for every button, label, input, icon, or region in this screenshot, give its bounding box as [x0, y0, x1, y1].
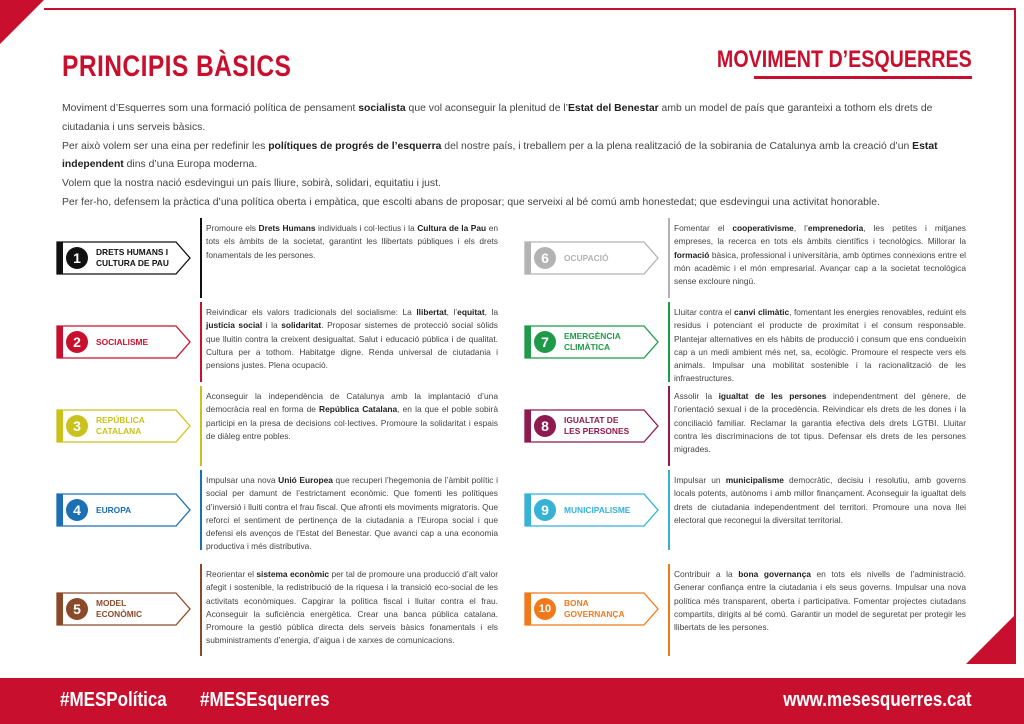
principle-badge: [524, 325, 660, 359]
footer-bar: [0, 678, 1024, 724]
principle-description: [674, 222, 966, 288]
text-run: que vol aconseguir la plenitud de l’: [405, 103, 568, 114]
emphasis-text: sistema econòmic: [256, 569, 330, 579]
emphasis-text: Estat independent: [62, 140, 938, 171]
page-title: PRINCIPIS BÀSICS: [62, 50, 292, 83]
intro-paragraph: [62, 100, 972, 138]
principle-label-line: BONA: [564, 598, 589, 608]
emphasis-text: llibertat: [416, 307, 447, 317]
principle-description: [206, 568, 498, 648]
principle-accent-bar: [200, 386, 202, 466]
principle-accent-bar: [668, 470, 670, 550]
principle-label: [564, 241, 648, 275]
text-run: i la: [262, 320, 282, 331]
text-run: Volem que la nostra nació esdevingui un país lliure, sobirà, solidari, equitatiu i just.: [62, 178, 441, 190]
text-run: Per fer-ho, defensem la pràctica d’una política oberta i empàtica, que escolti abans de proposar; que serveixi al bé comú amb honestedat; que esdevingui una activitat honorable.: [62, 196, 880, 208]
principle-description: [206, 390, 498, 443]
principle-10: [524, 564, 974, 644]
text-run: Lluitar contra el: [674, 307, 735, 317]
text-run: . Proposar sistemes de protecció social sòlids que lluitin contra la creixent desigualtat. Salut i educació pública i de qualitat. Cultura per a tothom. Habitatge digne. Renda universal de ciutadania i pensions justes. Plena ocupació.: [206, 320, 498, 371]
emphasis-text: emprenedoria: [807, 223, 864, 233]
principle-label: [96, 409, 180, 443]
text-run: Reorientar el: [206, 569, 257, 579]
principle-accent-bar: [668, 564, 670, 656]
principle-accent-bar: [668, 386, 670, 466]
principle-number: 4: [66, 499, 88, 521]
emphasis-text: justícia social: [206, 320, 263, 331]
principle-number: 7: [534, 331, 556, 353]
principle-number: 9: [534, 499, 556, 521]
text-run: del nostre país, i treballem per a la plena realització de la sobirania de Catalunya amb la creació d’un: [441, 140, 913, 152]
principle-number: 5: [66, 598, 88, 620]
principle-label-line: CULTURA DE PAU: [96, 258, 169, 268]
principle-label-line: LES PERSONES: [564, 426, 630, 436]
principle-label: [564, 325, 648, 359]
principle-number: 3: [66, 415, 88, 437]
hashtag-mesesquerres[interactable]: #MESEsquerres: [200, 689, 330, 711]
emphasis-text: equitat: [457, 307, 485, 317]
text-run: dins d’una Europa moderna.: [123, 159, 258, 171]
text-run: Assolir la: [674, 391, 719, 401]
text-run: per tal de promoure una producció d’alt valor afegit i sostenible, la redistribució de la riquesa i la transició eco-social de les activitats econòmiques. Capgirar la política fiscal i lluitar contra el frau. Aconseguir la suficiència energètica. Crear una banca pública catalana. Promoure la gestió pública directa dels serveis bàsics fonamentals i els subministraments d’energia, d’aigua i de xarxes de comunicacions.: [206, 569, 498, 646]
emphasis-text: bona governança: [738, 569, 811, 579]
principle-label-line: OCUPACIÓ: [564, 252, 609, 263]
text-run: que recuperi l’hegemonia de l’àmbit polític i social per damunt de l’estrictament econòmic. Que fomenti les polítiques d’inversió i lluiti contra el frau fiscal. Que afronti els moviments migratoris. Que reforci el sentiment de pertinença de la ciutadania a l’Europa social i que defensi els avenços de l’Estat del Benestar. Que avanci cap a una economia productiva i més distributiva.: [206, 475, 498, 552]
emphasis-text: Estat del Benestar: [567, 103, 659, 114]
brand-name: MOVIMENT D’ESQUERRES: [717, 46, 972, 73]
principle-9: [524, 470, 974, 550]
emphasis-text: Cultura de la Pau: [417, 223, 487, 233]
text-run: Per això volem ser una eina per redefinir les: [62, 140, 269, 152]
text-run: Impulsar un: [674, 475, 726, 485]
text-run: independentment del gènere, de l’orientació sexual i de la procedència. Reivindicar els drets de les dones i la conciliació familiar. Reclamar la garantia efectiva dels drets LGTBI. Lluitar contra les discriminacions de tot tipus. Defensar els drets de les persones migrades.: [674, 391, 966, 455]
text-run: amb un model de país que garanteixi a tothom els drets de ciutadania i uns serveis bàsics.: [62, 103, 933, 133]
principle-description: [206, 222, 498, 262]
intro-paragraph: [62, 138, 972, 176]
text-run: Promoure els: [206, 223, 259, 233]
intro-paragraph: [62, 175, 972, 194]
principle-badge: [524, 409, 660, 443]
principle-8: [524, 386, 974, 466]
principle-4: [56, 470, 506, 550]
text-run: , les petites i mitjanes empreses, la recerca en tots els àmbits científics i tecnològics. Millorar la: [674, 223, 966, 247]
emphasis-text: canvi climàtic: [734, 307, 790, 317]
principles-grid: [56, 218, 976, 664]
principle-accent-bar: [668, 218, 670, 298]
principle-description: [674, 390, 966, 456]
principle-label-line: ECONÒMIC: [96, 609, 143, 619]
principle-number: 8: [534, 415, 556, 437]
principle-label: [96, 592, 180, 626]
text-run: , la: [484, 307, 498, 317]
emphasis-text: socialista: [358, 103, 406, 114]
principle-label-line: EMERGÈNCIA: [564, 331, 621, 341]
website-link[interactable]: www.mesesquerres.cat: [783, 689, 972, 711]
principle-accent-bar: [200, 564, 202, 656]
emphasis-text: igualtat de les persones: [718, 391, 827, 401]
text-run: bàsica, professional i universitària, amb òptimes connexions entre el món acadèmic i el món empresarial. Avançar cap a la societat tecnològica sense excloure ningú.: [674, 249, 966, 287]
principle-badge: [524, 241, 660, 275]
principle-accent-bar: [668, 302, 670, 382]
principle-description: [674, 306, 966, 386]
principle-3: [56, 386, 506, 466]
principle-badge: [524, 493, 660, 527]
text-run: democràtic, decisiu i resolutiu, amb governs locals potents, autònoms i amb millor finançament. Aconseguir la igualtat dels drets de ciutadania independentment del territori. Promoure una nova llei electoral que reconegui la diversitat territorial.: [674, 475, 966, 525]
emphasis-text: cooperativisme: [732, 223, 794, 233]
principle-badge: [524, 592, 660, 626]
principle-badge: [56, 409, 192, 443]
principle-label: [564, 409, 648, 443]
principle-label-line: IGUALTAT DE: [564, 415, 619, 425]
principle-badge: [56, 493, 192, 527]
text-run: individuals i col·lectius i la: [315, 223, 418, 233]
principle-number: 6: [534, 247, 556, 269]
principle-badge: [56, 241, 192, 275]
text-run: , l’: [793, 223, 808, 233]
principle-6: [524, 218, 974, 298]
principle-label-line: CATALANA: [96, 426, 142, 436]
principle-7: [524, 302, 974, 382]
frame-top-line: [44, 8, 1016, 10]
principle-description: [206, 306, 498, 372]
text-run: Moviment d’Esquerres som una formació política de pensament: [62, 103, 359, 114]
principle-badge: [56, 325, 192, 359]
text-run: Impulsar una nova: [206, 475, 279, 485]
principle-number: 1: [66, 247, 88, 269]
emphasis-text: formació: [674, 249, 710, 260]
principle-description: [206, 474, 498, 554]
emphasis-text: polítiques de progrés de l’esquerra: [268, 140, 442, 152]
principle-accent-bar: [200, 470, 202, 550]
intro-text: [62, 100, 972, 213]
principle-label-line: EUROPA: [96, 504, 132, 515]
principle-1: [56, 218, 506, 298]
principle-2: [56, 302, 506, 382]
intro-paragraph: [62, 194, 972, 213]
text-run: en tots els nivells de l’administració. Generar confiança entre la ciutadania i els seus governs. Impulsar una nova política més transparent, oberta i participativa. Fomentar projectes ciutadans compartits, dirigits al bé comú. Garantir un model de seguretat per protegir les llibertats de les persones.: [674, 569, 966, 633]
principle-label-line: CLIMÀTICA: [564, 342, 611, 352]
principle-label: [96, 493, 180, 527]
principle-number: 2: [66, 331, 88, 353]
principle-description: [674, 568, 966, 634]
emphasis-text: Unió Europea: [278, 475, 333, 485]
principle-label-line: SOCIALISME: [96, 336, 149, 347]
hashtag-mespolitica[interactable]: #MESPolítica: [60, 689, 167, 711]
principle-description: [674, 474, 966, 527]
text-run: Contribuir a la: [674, 569, 739, 579]
principle-label-line: DRETS HUMANS I: [96, 247, 169, 257]
principle-5: [56, 564, 506, 644]
emphasis-text: municipalisme: [725, 475, 784, 485]
principle-accent-bar: [200, 302, 202, 382]
text-run: Reivindicar els valors tradicionals del socialisme: La: [206, 307, 417, 317]
text-run: , fomentant les energies renovables, reduint els residus i potenciant el producte de proximitat i el consum responsable. Plantejar alternatives en els hàbits de producció i consum que ens condueixin cap a un medi ambient més net, sa, ecològic. Promoure el respecte vers els animals. Impulsar una mobilitat sostenible i la racionalització de les infraestructures.: [674, 307, 967, 384]
frame-right-line: [1014, 8, 1016, 664]
text-run: Aconseguir la independència de Catalunya amb la implantació d’una democràcia real en forma de: [206, 391, 498, 415]
corner-decoration-top-left: [0, 0, 44, 44]
principle-accent-bar: [200, 218, 202, 298]
principle-label-line: MODEL: [96, 598, 127, 608]
principle-number: 10: [534, 598, 556, 620]
brand-underline: [754, 76, 972, 79]
text-run: , l’: [446, 307, 458, 317]
principle-label: [564, 592, 648, 626]
emphasis-text: República Catalana: [319, 404, 398, 415]
principle-badge: [56, 592, 192, 626]
text-run: Fomentar el: [674, 223, 733, 233]
emphasis-text: solidaritat: [281, 320, 322, 331]
principle-label: [96, 241, 180, 275]
principle-label-line: MUNICIPALISME: [564, 504, 631, 515]
principle-label-line: GOVERNANÇA: [564, 609, 625, 619]
emphasis-text: Drets Humans: [258, 223, 316, 233]
principle-label-line: REPÚBLICA: [96, 415, 145, 425]
principle-label: [96, 325, 180, 359]
text-run: en tots els àmbits de la societat, garantint les llibertats públiques i els drets fonamentals de les persones.: [206, 223, 499, 260]
text-run: , en la que el poble sobirà participi en la presa de decisions col·lectives. Promoure la solidaritat i espais de diàleg entre pobles.: [206, 404, 498, 441]
principle-label: [564, 493, 648, 527]
